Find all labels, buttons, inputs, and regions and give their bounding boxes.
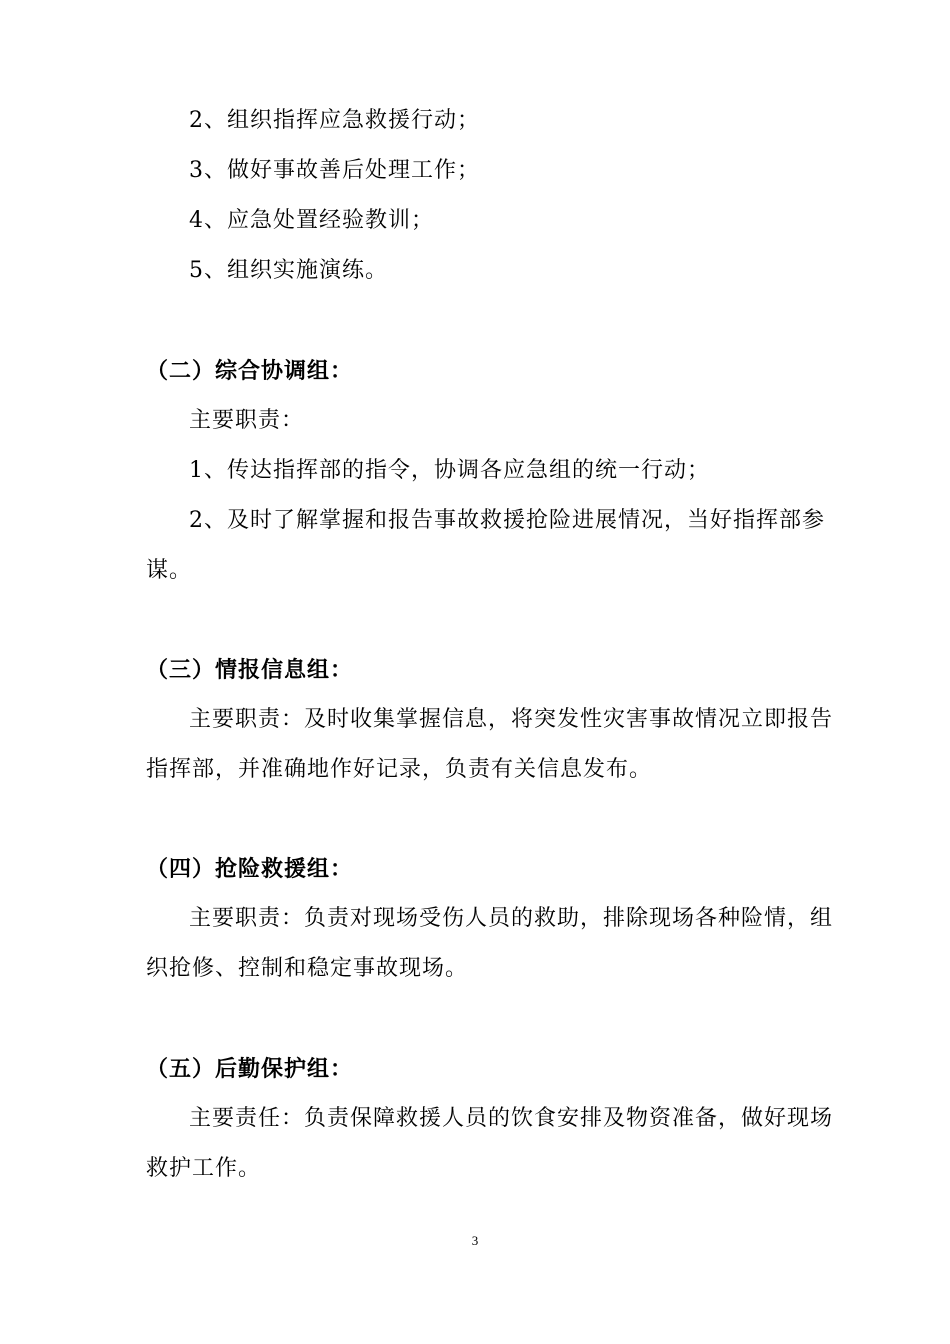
paragraph-line: 指挥部，并准确地作好记录，负责有关信息发布。 xyxy=(146,757,653,782)
paragraph-line: 织抢修、控制和稳定事故现场。 xyxy=(146,956,469,981)
paragraph-line: 主要职责：负责对现场受伤人员的救助，排除现场各种险情，组 xyxy=(189,906,834,931)
paragraph-line: 主要责任：负责保障救援人员的饮食安排及物资准备，做好现场 xyxy=(189,1106,834,1131)
list-item: 4、应急处置经验教训； xyxy=(189,208,434,233)
list-item: 2、及时了解掌握和报告事故救援抢险进展情况，当好指挥部参 xyxy=(189,508,825,533)
paragraph-line: 主要职责：及时收集掌握信息，将突发性灾害事故情况立即报告 xyxy=(189,707,834,732)
paragraph-line: 救护工作。 xyxy=(146,1156,262,1181)
list-item: 5、组织实施演练。 xyxy=(189,258,388,283)
duties-label: 主要职责： xyxy=(189,408,305,433)
list-item: 1、传达指挥部的指令，协调各应急组的统一行动； xyxy=(189,458,710,483)
section-heading-coordination: （二）综合协调组： xyxy=(146,358,354,384)
section-heading-intelligence: （三）情报信息组： xyxy=(146,657,354,683)
list-item-continuation: 谋。 xyxy=(146,558,193,583)
section-heading-rescue: （四）抢险救援组： xyxy=(146,856,354,882)
list-item: 3、做好事故善后处理工作； xyxy=(189,158,480,183)
section-heading-logistics: （五）后勤保护组： xyxy=(146,1056,354,1082)
list-item: 2、组织指挥应急救援行动； xyxy=(189,108,480,133)
page-number: 3 xyxy=(471,1233,479,1248)
